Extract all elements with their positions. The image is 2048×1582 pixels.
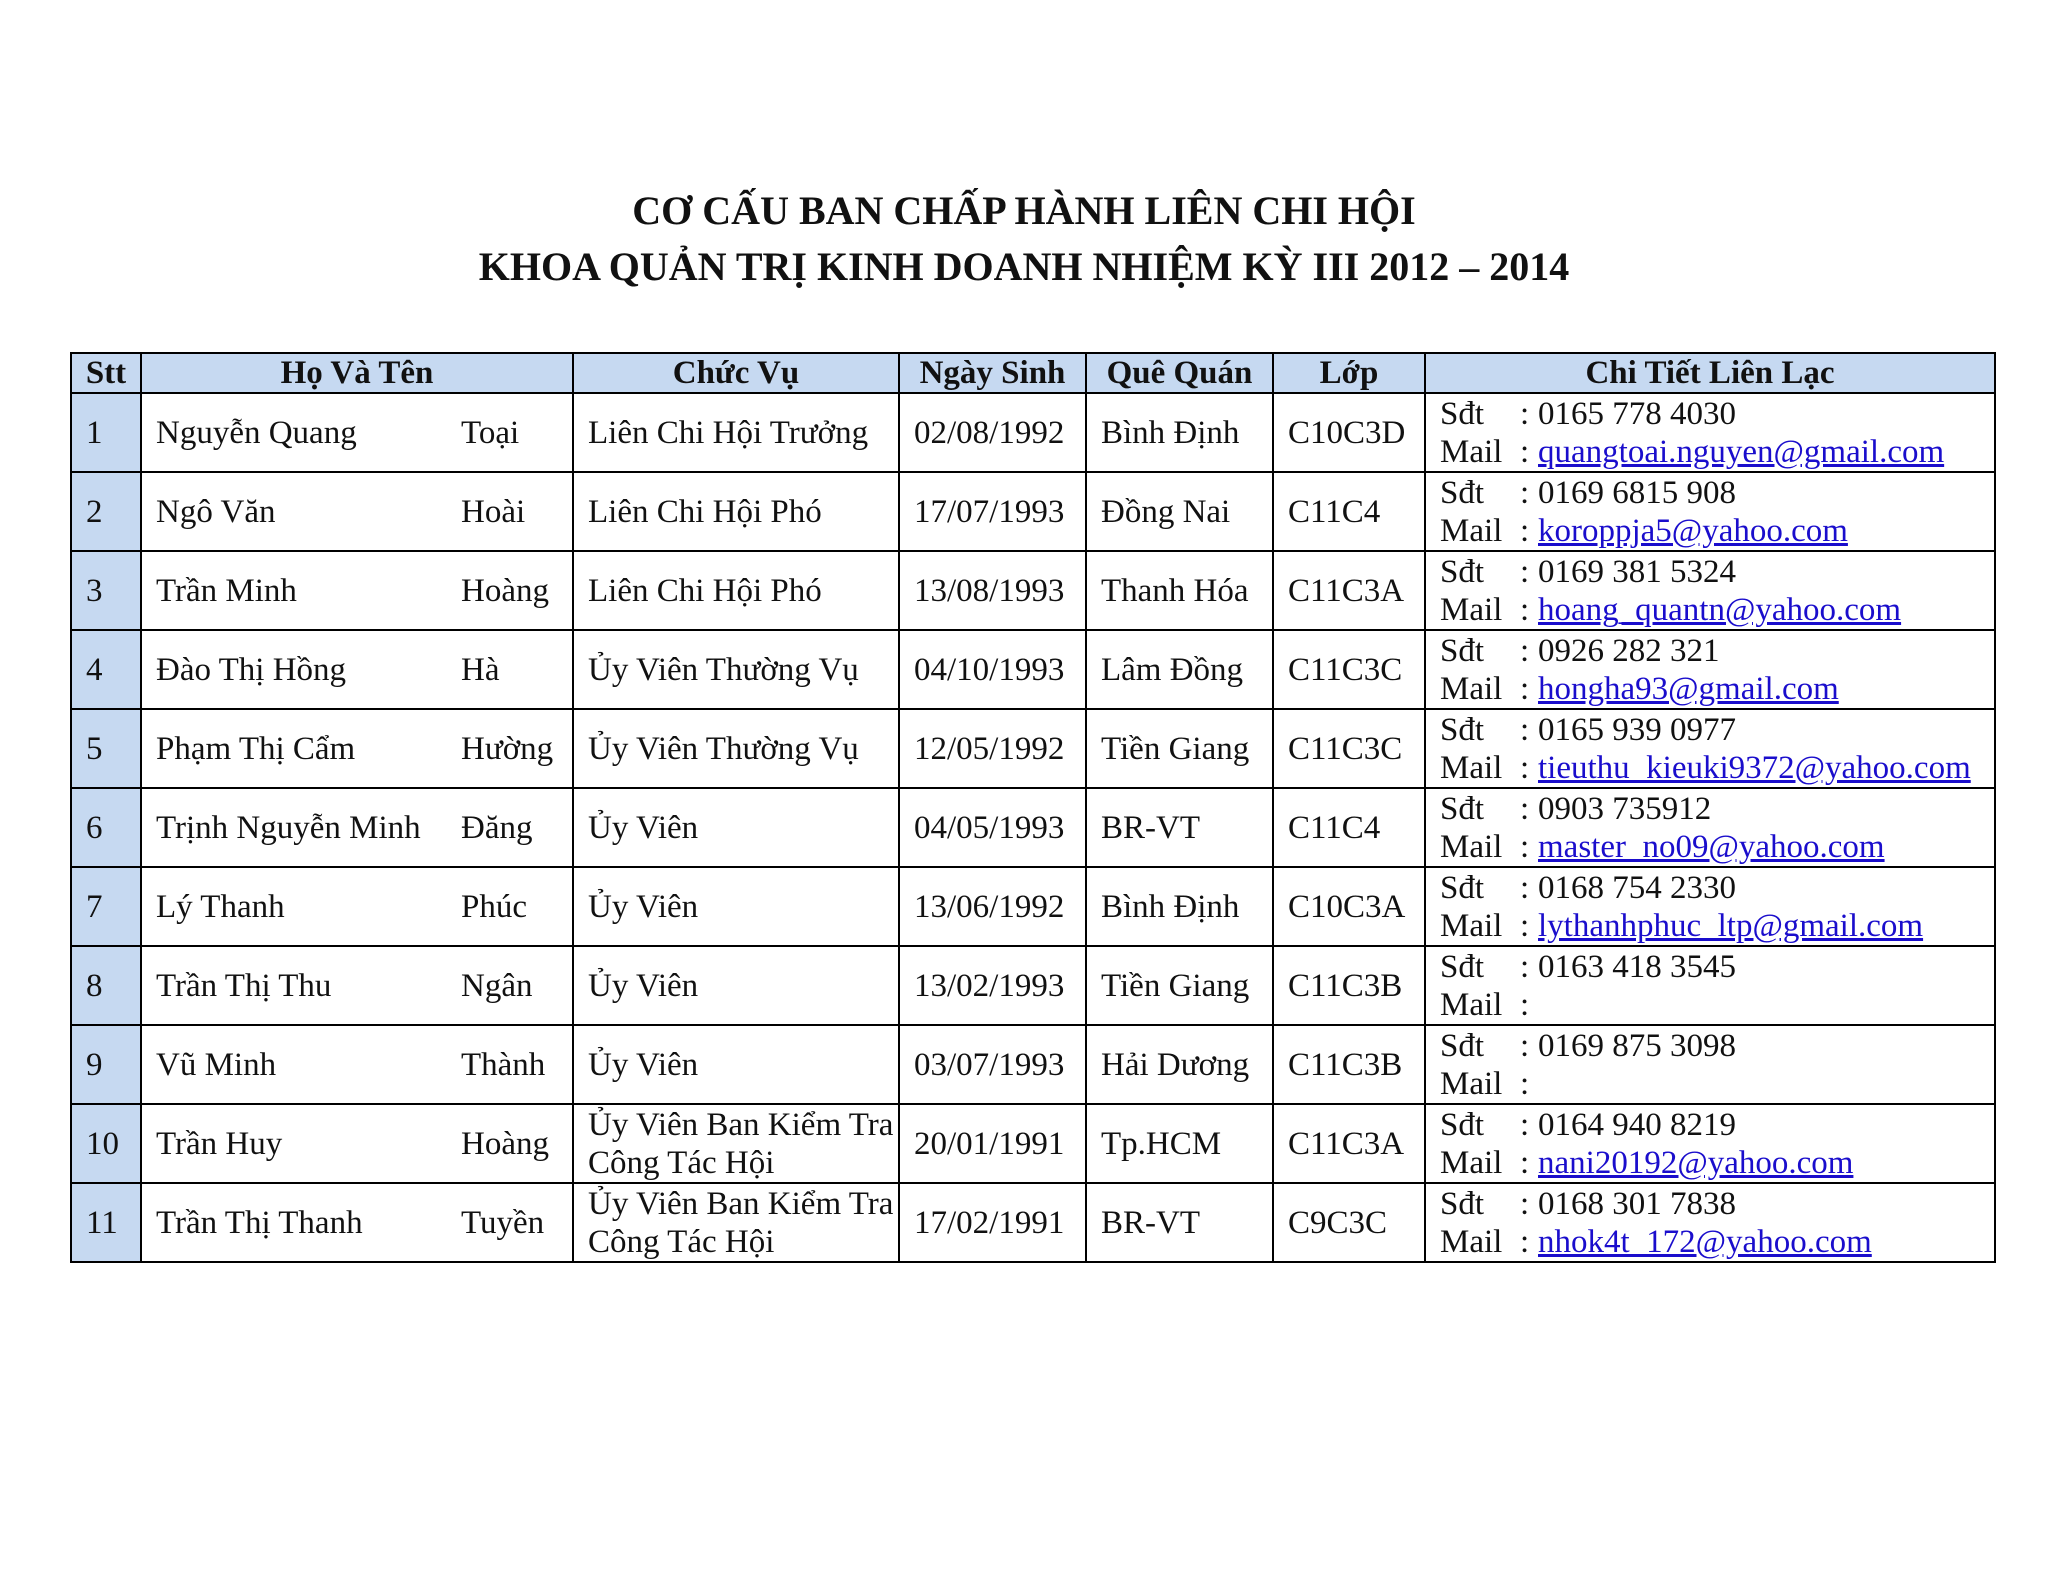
given-name: Phạm Thị Cẩm <box>156 730 356 767</box>
name-cell <box>141 867 573 946</box>
given-name: Trần Thị Thanh <box>156 1204 363 1241</box>
phone-colon: : <box>1520 395 1530 432</box>
family-name: Phúc <box>461 888 527 925</box>
given-name: Trần Minh <box>156 572 297 609</box>
document-title-line-1: CƠ CẤU BAN CHẤP HÀNH LIÊN CHI HỘI <box>632 188 1416 233</box>
phone-number: 0164 940 8219 <box>1538 1106 1736 1143</box>
mail-line <box>1440 591 1994 629</box>
mail-colon: : <box>1520 1144 1530 1181</box>
contact-cell <box>1425 946 1995 1025</box>
full-name <box>156 1125 572 1163</box>
header-class: Lớp <box>1273 353 1425 393</box>
class-cell: C11C3A <box>1273 551 1425 630</box>
header-role: Chức Vụ <box>573 353 899 393</box>
role-cell: Ủy Viên Ban Kiểm Tra Công Tác Hội <box>573 1183 899 1262</box>
table-row <box>71 709 1995 788</box>
phone-line <box>1440 395 1994 433</box>
mail-label: Mail <box>1440 1065 1503 1102</box>
mail-colon: : <box>1520 512 1530 549</box>
table-row <box>71 788 1995 867</box>
phone-colon: : <box>1520 869 1530 906</box>
full-name <box>156 809 572 847</box>
class-cell: C11C3B <box>1273 946 1425 1025</box>
mail-colon: : <box>1520 591 1530 628</box>
given-name: Vũ Minh <box>156 1046 277 1083</box>
phone-line <box>1440 474 1994 512</box>
phone-colon: : <box>1520 1106 1530 1143</box>
hometown-cell: Thanh Hóa <box>1086 551 1273 630</box>
mail-colon: : <box>1520 907 1530 944</box>
email-link[interactable]: tieuthu_kieuki9372@yahoo.com <box>1538 749 1971 786</box>
phone-number: 0926 282 321 <box>1538 632 1720 669</box>
hometown-cell: Tiền Giang <box>1086 709 1273 788</box>
name-cell <box>141 788 573 867</box>
dob-cell: 04/10/1993 <box>899 630 1086 709</box>
hometown-cell: BR-VT <box>1086 1183 1273 1262</box>
header-dob: Ngày Sinh <box>899 353 1086 393</box>
contact-cell <box>1425 472 1995 551</box>
phone-colon: : <box>1520 1185 1530 1222</box>
given-name: Lý Thanh <box>156 888 285 925</box>
hometown-cell: Tp.HCM <box>1086 1104 1273 1183</box>
class-cell: C11C3B <box>1273 1025 1425 1104</box>
mail-line <box>1440 749 1994 787</box>
role-cell: Liên Chi Hội Trưởng <box>573 393 899 472</box>
contact-cell <box>1425 630 1995 709</box>
mail-colon: : <box>1520 433 1530 470</box>
full-name <box>156 730 572 768</box>
header-stt: Stt <box>71 353 141 393</box>
role-cell: Liên Chi Hội Phó <box>573 472 899 551</box>
mail-label: Mail <box>1440 433 1503 470</box>
mail-colon: : <box>1520 986 1530 1023</box>
stt-cell: 3 <box>71 551 141 630</box>
phone-line <box>1440 1185 1994 1223</box>
phone-number: 0163 418 3545 <box>1538 948 1736 985</box>
phone-number: 0903 735912 <box>1538 790 1712 827</box>
stt-cell: 11 <box>71 1183 141 1262</box>
mail-label: Mail <box>1440 1223 1503 1260</box>
email-link[interactable]: hongha93@gmail.com <box>1538 670 1839 707</box>
full-name <box>156 967 572 1005</box>
role-cell: Ủy Viên <box>573 788 899 867</box>
mail-label: Mail <box>1440 591 1503 628</box>
email-link[interactable]: nhok4t_172@yahoo.com <box>1538 1223 1872 1260</box>
table-row <box>71 946 1995 1025</box>
mail-label: Mail <box>1440 986 1503 1023</box>
phone-label: Sđt <box>1440 1027 1485 1064</box>
mail-colon: : <box>1520 749 1530 786</box>
mail-line <box>1440 1144 1994 1182</box>
dob-cell: 13/02/1993 <box>899 946 1086 1025</box>
dob-cell: 17/02/1991 <box>899 1183 1086 1262</box>
phone-label: Sđt <box>1440 553 1485 590</box>
contact-cell <box>1425 551 1995 630</box>
email-link[interactable]: koroppja5@yahoo.com <box>1538 512 1848 549</box>
contact-cell <box>1425 1183 1995 1262</box>
email-link[interactable]: nani20192@yahoo.com <box>1538 1144 1854 1181</box>
mail-line <box>1440 670 1994 708</box>
mail-label: Mail <box>1440 670 1503 707</box>
table-row <box>71 393 1995 472</box>
contact-cell <box>1425 788 1995 867</box>
class-cell: C9C3C <box>1273 1183 1425 1262</box>
mail-label: Mail <box>1440 749 1503 786</box>
contact-cell <box>1425 867 1995 946</box>
name-cell <box>141 1183 573 1262</box>
phone-number: 0165 778 4030 <box>1538 395 1736 432</box>
phone-colon: : <box>1520 632 1530 669</box>
phone-label: Sđt <box>1440 790 1485 827</box>
stt-cell: 9 <box>71 1025 141 1104</box>
class-cell: C11C4 <box>1273 472 1425 551</box>
full-name <box>156 888 572 926</box>
role-cell: Ủy Viên <box>573 946 899 1025</box>
role-cell: Ủy Viên <box>573 1025 899 1104</box>
stt-cell: 8 <box>71 946 141 1025</box>
phone-line <box>1440 1106 1994 1144</box>
phone-number: 0165 939 0977 <box>1538 711 1736 748</box>
dob-cell: 13/06/1992 <box>899 867 1086 946</box>
dob-cell: 17/07/1993 <box>899 472 1086 551</box>
full-name <box>156 493 572 531</box>
hometown-cell: Bình Định <box>1086 393 1273 472</box>
phone-colon: : <box>1520 711 1530 748</box>
phone-label: Sđt <box>1440 395 1485 432</box>
table-header-row <box>71 353 1995 393</box>
phone-line <box>1440 711 1994 749</box>
given-name: Đào Thị Hồng <box>156 651 347 688</box>
role-cell: Ủy Viên Ban Kiểm Tra Công Tác Hội <box>573 1104 899 1183</box>
stt-cell: 4 <box>71 630 141 709</box>
phone-line <box>1440 1027 1994 1065</box>
mail-label: Mail <box>1440 907 1503 944</box>
hometown-cell: BR-VT <box>1086 788 1273 867</box>
mail-line <box>1440 433 1994 471</box>
hometown-cell: Đồng Nai <box>1086 472 1273 551</box>
name-cell <box>141 946 573 1025</box>
contact-cell <box>1425 1025 1995 1104</box>
contact-cell <box>1425 1104 1995 1183</box>
dob-cell: 04/05/1993 <box>899 788 1086 867</box>
header-contact: Chi Tiết Liên Lạc <box>1425 353 1995 393</box>
family-name: Hoàng <box>461 572 549 609</box>
family-name: Hà <box>461 651 500 688</box>
mail-label: Mail <box>1440 1144 1503 1181</box>
phone-colon: : <box>1520 1027 1530 1064</box>
table-row <box>71 630 1995 709</box>
stt-cell: 5 <box>71 709 141 788</box>
name-cell <box>141 630 573 709</box>
phone-label: Sđt <box>1440 869 1485 906</box>
stt-cell: 10 <box>71 1104 141 1183</box>
mail-colon: : <box>1520 1223 1530 1260</box>
dob-cell: 03/07/1993 <box>899 1025 1086 1104</box>
email-link[interactable]: hoang_quantn@yahoo.com <box>1538 591 1902 628</box>
phone-label: Sđt <box>1440 474 1485 511</box>
given-name: Trịnh Nguyễn Minh <box>156 809 421 846</box>
family-name: Đăng <box>461 809 533 846</box>
mail-label: Mail <box>1440 512 1503 549</box>
phone-number: 0168 301 7838 <box>1538 1185 1736 1222</box>
given-name: Ngô Văn <box>156 493 276 530</box>
mail-colon: : <box>1520 828 1530 865</box>
email-link[interactable]: master_no09@yahoo.com <box>1538 828 1885 865</box>
mail-line <box>1440 907 1994 945</box>
hometown-cell: Bình Định <box>1086 867 1273 946</box>
phone-line <box>1440 553 1994 591</box>
member-table <box>70 352 1996 1263</box>
phone-label: Sđt <box>1440 632 1485 669</box>
class-cell: C10C3D <box>1273 393 1425 472</box>
role-cell: Liên Chi Hội Phó <box>573 551 899 630</box>
table-row <box>71 1104 1995 1183</box>
given-name: Trần Huy <box>156 1125 283 1162</box>
phone-number: 0169 875 3098 <box>1538 1027 1736 1064</box>
mail-line <box>1440 1223 1994 1261</box>
table-row <box>71 867 1995 946</box>
class-cell: C11C4 <box>1273 788 1425 867</box>
header-name: Họ Và Tên <box>141 353 573 393</box>
full-name <box>156 572 572 610</box>
name-cell <box>141 472 573 551</box>
stt-cell: 1 <box>71 393 141 472</box>
dob-cell: 12/05/1992 <box>899 709 1086 788</box>
contact-cell <box>1425 709 1995 788</box>
mail-line <box>1440 1065 1994 1103</box>
given-name: Nguyễn Quang <box>156 414 357 451</box>
dob-cell: 13/08/1993 <box>899 551 1086 630</box>
phone-label: Sđt <box>1440 1185 1485 1222</box>
family-name: Hường <box>461 730 554 767</box>
mail-label: Mail <box>1440 828 1503 865</box>
phone-label: Sđt <box>1440 948 1485 985</box>
mail-line <box>1440 828 1994 866</box>
stt-cell: 2 <box>71 472 141 551</box>
family-name: Hoài <box>461 493 526 530</box>
class-cell: C11C3A <box>1273 1104 1425 1183</box>
mail-line <box>1440 512 1994 550</box>
email-link[interactable]: lythanhphuc_ltp@gmail.com <box>1538 907 1924 944</box>
hometown-cell: Hải Dương <box>1086 1025 1273 1104</box>
family-name: Thành <box>461 1046 546 1083</box>
phone-colon: : <box>1520 790 1530 827</box>
name-cell <box>141 709 573 788</box>
hometown-cell: Tiền Giang <box>1086 946 1273 1025</box>
phone-colon: : <box>1520 474 1530 511</box>
full-name <box>156 414 572 452</box>
phone-number: 0168 754 2330 <box>1538 869 1736 906</box>
family-name: Hoàng <box>461 1125 549 1162</box>
family-name: Toại <box>461 414 520 451</box>
dob-cell: 20/01/1991 <box>899 1104 1086 1183</box>
name-cell <box>141 1025 573 1104</box>
full-name <box>156 1204 572 1242</box>
table-row <box>71 551 1995 630</box>
mail-colon: : <box>1520 670 1530 707</box>
table-body <box>71 393 1995 1262</box>
phone-label: Sđt <box>1440 1106 1485 1143</box>
stt-cell: 6 <box>71 788 141 867</box>
role-cell: Ủy Viên Thường Vụ <box>573 630 899 709</box>
mail-colon: : <box>1520 1065 1530 1102</box>
mail-line <box>1440 986 1994 1024</box>
table-row <box>71 1183 1995 1262</box>
phone-number: 0169 6815 908 <box>1538 474 1736 511</box>
name-cell <box>141 393 573 472</box>
contact-cell <box>1425 393 1995 472</box>
phone-line <box>1440 632 1994 670</box>
role-cell: Ủy Viên Thường Vụ <box>573 709 899 788</box>
role-cell: Ủy Viên <box>573 867 899 946</box>
phone-colon: : <box>1520 553 1530 590</box>
class-cell: C11C3C <box>1273 630 1425 709</box>
class-cell: C10C3A <box>1273 867 1425 946</box>
stt-cell: 7 <box>71 867 141 946</box>
given-name: Trần Thị Thu <box>156 967 332 1004</box>
hometown-cell: Lâm Đồng <box>1086 630 1273 709</box>
phone-line <box>1440 869 1994 907</box>
name-cell <box>141 1104 573 1183</box>
header-hometown: Quê Quán <box>1086 353 1273 393</box>
full-name <box>156 1046 572 1084</box>
phone-line <box>1440 790 1994 828</box>
family-name: Ngân <box>461 967 533 1004</box>
table-row <box>71 1025 1995 1104</box>
email-link[interactable]: quangtoai.nguyen@gmail.com <box>1538 433 1945 470</box>
phone-colon: : <box>1520 948 1530 985</box>
table-row <box>71 472 1995 551</box>
phone-number: 0169 381 5324 <box>1538 553 1736 590</box>
name-cell <box>141 551 573 630</box>
class-cell: C11C3C <box>1273 709 1425 788</box>
dob-cell: 02/08/1992 <box>899 393 1086 472</box>
document-title-line-2: KHOA QUẢN TRỊ KINH DOANH NHIỆM KỲ III 2012 – 2014 <box>478 244 1570 289</box>
family-name: Tuyền <box>461 1204 545 1241</box>
phone-label: Sđt <box>1440 711 1485 748</box>
phone-line <box>1440 948 1994 986</box>
full-name <box>156 651 572 689</box>
